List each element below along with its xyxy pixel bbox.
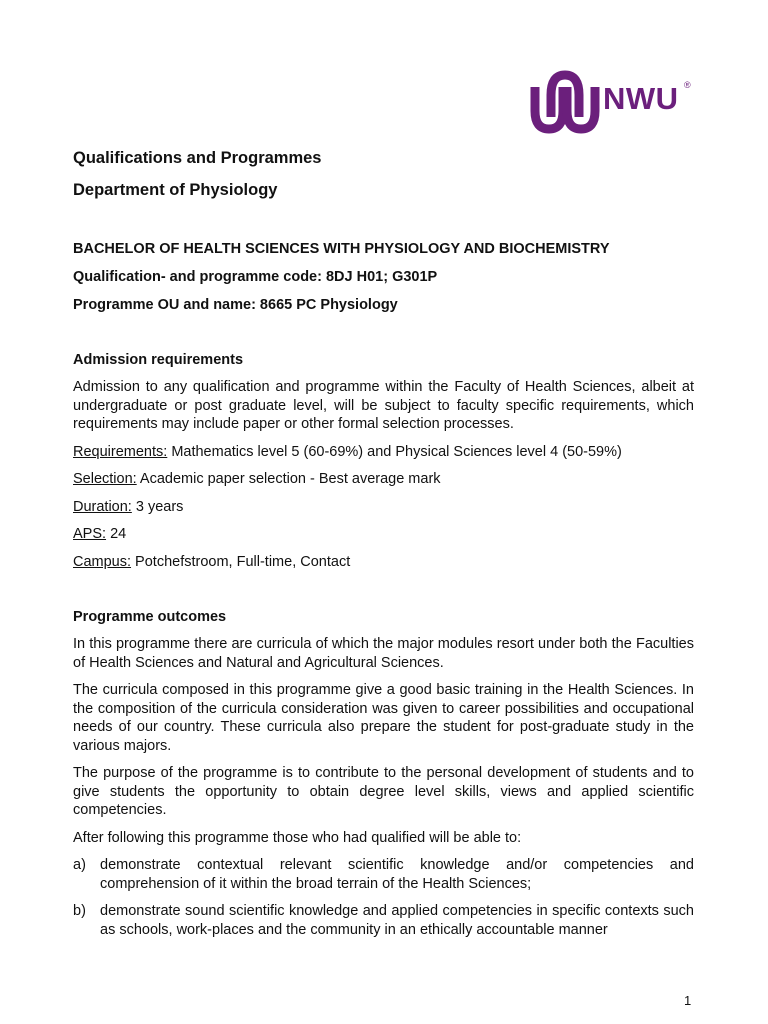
list-item <box>73 856 694 893</box>
programme-ou: Programme OU and name: 8665 PC Physiology <box>73 297 398 313</box>
aps-value: 24 <box>106 526 127 542</box>
outcomes-paragraph-4: After following this programme those who had qualified will be able to: <box>73 829 522 846</box>
duration-label: Duration: <box>73 498 132 515</box>
duration-value: 3 years <box>131 498 184 515</box>
outcomes-paragraph-1: In this programme there are curricula of which the major modules resort under both the Faculties of Health Sciences and Natural and Agricultural Sciences. <box>73 636 694 671</box>
aps-label: APS: <box>73 526 107 542</box>
selection-label: Selection: <box>73 471 137 487</box>
campus-line <box>73 553 694 572</box>
campus-value: Potchefstroom, Full-time, Contact <box>131 553 351 570</box>
qualification-title: BACHELOR OF HEALTH SCIENCES WITH PHYSIOLOGY AND BIOCHEMISTRY <box>73 241 610 257</box>
list-item <box>73 902 694 939</box>
list-marker: a) <box>73 857 86 873</box>
requirements-label: Requirements: <box>73 443 168 460</box>
duration-line <box>73 498 694 517</box>
qualification-code: Qualification- and programme code: 8DJ H01; G301P <box>73 269 438 285</box>
page-number: 1 <box>684 993 692 1008</box>
selection-value: Academic paper selection - Best average mark <box>136 471 441 487</box>
outcomes-heading: Programme outcomes <box>73 609 227 625</box>
outcomes-paragraph-3: The purpose of the programme is to contribute to the personal development of students and to give students the opportunity to obtain degree level skills, views and applied scientific competencies. <box>73 765 694 818</box>
selection-line <box>73 470 694 489</box>
requirements-value: Mathematics level 5 (60-69%) and Physical Sciences level 4 (50-59%) <box>167 443 622 460</box>
admission-heading: Admission requirements <box>73 352 244 368</box>
registered-mark: ® <box>684 80 691 90</box>
aps-line <box>73 525 694 544</box>
campus-label: Campus: <box>73 553 132 570</box>
list-item-text: demonstrate sound scientific knowledge and applied competencies in specific contexts such as schools, work-places and the community in an ethically accountable manner <box>100 903 694 938</box>
department-title: Department of Physiology <box>73 181 278 199</box>
list-marker: b) <box>73 903 86 919</box>
list-item-text: demonstrate contextual relevant scientific knowledge and/or competencies and comprehension of it within the broad terrain of the Health Sciences; <box>100 857 694 892</box>
logo-text: NWU <box>603 81 679 116</box>
document-body <box>73 148 694 948</box>
requirements-line <box>73 443 694 462</box>
page-title: Qualifications and Programmes <box>73 149 322 167</box>
outcomes-paragraph-2: The curricula composed in this programme give a good basic training in the Health Sciences. In the composition of the curricula consideration was given to career possibilities and occupational needs of our country. These curricula also prepare the student for post-graduate study in the various majors. <box>73 682 694 754</box>
admission-text: Admission to any qualification and programme within the Faculty of Health Sciences, albeit at undergraduate or post graduate level, will be subject to faculty specific requirements, which requirements may include paper or other formal selection processes. <box>73 379 694 432</box>
